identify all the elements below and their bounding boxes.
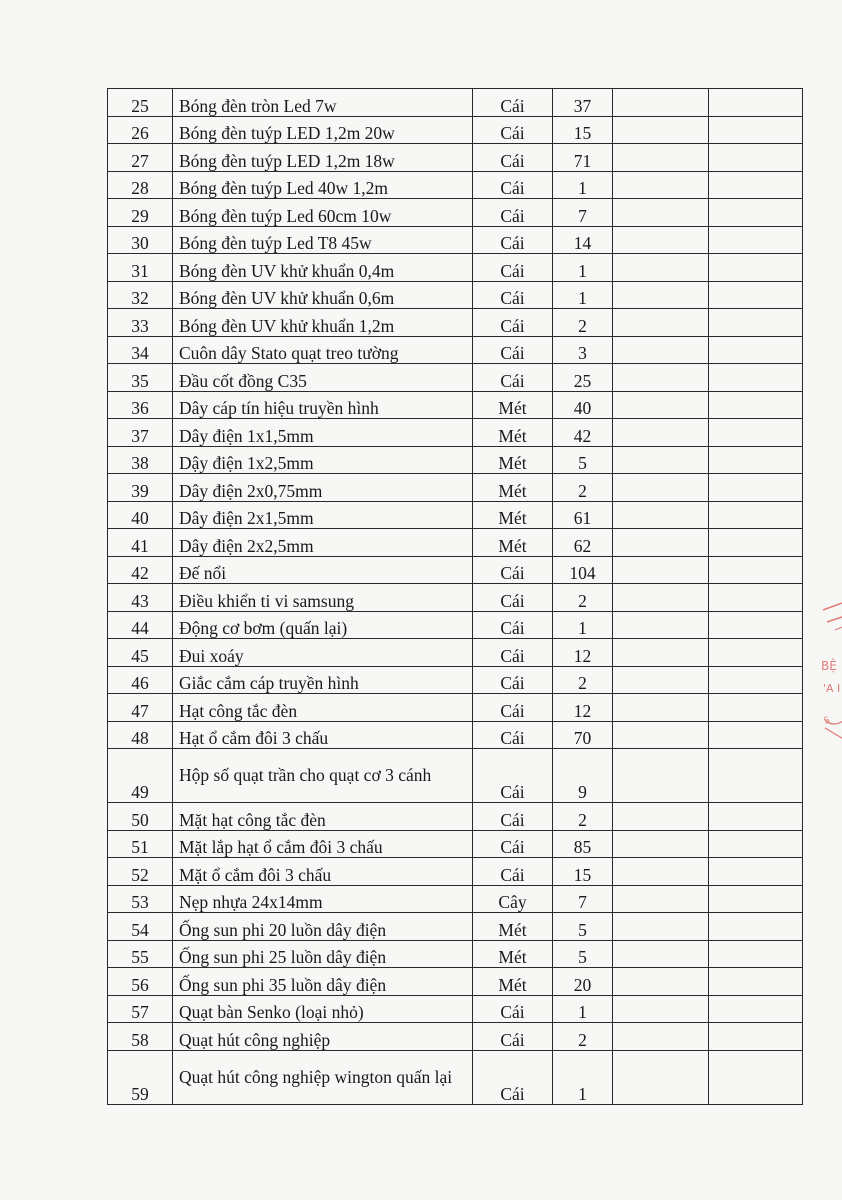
item-quantity: 2 (553, 584, 613, 612)
empty-cell (613, 694, 709, 722)
empty-cell (709, 830, 803, 858)
empty-cell (613, 803, 709, 831)
table-row (108, 309, 803, 337)
item-quantity: 12 (553, 694, 613, 722)
item-name: Dây điện 2x2,5mm (173, 529, 473, 557)
row-number: 42 (108, 556, 173, 584)
empty-cell (613, 721, 709, 749)
empty-cell (709, 694, 803, 722)
table-row (108, 391, 803, 419)
row-number: 55 (108, 940, 173, 968)
item-name: Dậy điện 1x2,5mm (173, 446, 473, 474)
empty-cell (613, 940, 709, 968)
item-name: Mặt hạt công tắc đèn (173, 803, 473, 831)
empty-cell (709, 611, 803, 639)
empty-cell (613, 968, 709, 996)
item-unit: Cái (473, 89, 553, 117)
table-row (108, 199, 803, 227)
item-unit: Cái (473, 803, 553, 831)
row-number: 47 (108, 694, 173, 722)
row-number: 44 (108, 611, 173, 639)
item-name: Giắc cắm cáp truyền hình (173, 666, 473, 694)
item-quantity: 3 (553, 336, 613, 364)
item-unit: Cái (473, 364, 553, 392)
item-unit: Cái (473, 858, 553, 886)
table-row (108, 144, 803, 172)
item-name: Quạt hút công nghiệp wington quấn lại (173, 1050, 473, 1104)
empty-cell (709, 309, 803, 337)
item-name: Bóng đèn UV khử khuẩn 1,2m (173, 309, 473, 337)
inventory-table-body (108, 89, 803, 1105)
table-row (108, 885, 803, 913)
table-row (108, 281, 803, 309)
table-row (108, 830, 803, 858)
row-number: 49 (108, 749, 173, 803)
item-unit: Mét (473, 968, 553, 996)
item-quantity: 9 (553, 749, 613, 803)
item-unit: Cái (473, 336, 553, 364)
table-row (108, 749, 803, 803)
item-unit: Mét (473, 391, 553, 419)
table-row (108, 254, 803, 282)
item-name: Ống sun phi 25 luồn dây điện (173, 940, 473, 968)
item-name: Dây điện 2x0,75mm (173, 474, 473, 502)
empty-cell (613, 226, 709, 254)
empty-cell (709, 116, 803, 144)
item-quantity: 1 (553, 995, 613, 1023)
empty-cell (709, 391, 803, 419)
item-name: Điều khiển ti vi samsung (173, 584, 473, 612)
svg-text:'A I: 'A I (823, 682, 841, 695)
item-quantity: 7 (553, 199, 613, 227)
item-quantity: 2 (553, 474, 613, 502)
item-unit: Cái (473, 1050, 553, 1104)
item-unit: Cái (473, 694, 553, 722)
empty-cell (613, 639, 709, 667)
empty-cell (709, 940, 803, 968)
item-unit: Cái (473, 199, 553, 227)
row-number: 29 (108, 199, 173, 227)
row-number: 32 (108, 281, 173, 309)
item-quantity: 37 (553, 89, 613, 117)
item-quantity: 70 (553, 721, 613, 749)
item-quantity: 1 (553, 281, 613, 309)
item-unit: Cái (473, 281, 553, 309)
empty-cell (613, 885, 709, 913)
table-row (108, 858, 803, 886)
item-quantity: 2 (553, 803, 613, 831)
item-name: Dây điện 2x1,5mm (173, 501, 473, 529)
item-unit: Cái (473, 309, 553, 337)
row-number: 37 (108, 419, 173, 447)
table-row (108, 803, 803, 831)
empty-cell (613, 858, 709, 886)
row-number: 28 (108, 171, 173, 199)
empty-cell (613, 529, 709, 557)
empty-cell (613, 584, 709, 612)
row-number: 33 (108, 309, 173, 337)
empty-cell (613, 116, 709, 144)
table-row (108, 89, 803, 117)
table-row (108, 1023, 803, 1051)
item-unit: Cái (473, 584, 553, 612)
empty-cell (709, 419, 803, 447)
item-unit: Cái (473, 666, 553, 694)
item-unit: Cái (473, 171, 553, 199)
table-row (108, 1050, 803, 1104)
empty-cell (613, 666, 709, 694)
table-row (108, 226, 803, 254)
row-number: 46 (108, 666, 173, 694)
item-name: Quạt bàn Senko (loại nhỏ) (173, 995, 473, 1023)
table-row (108, 694, 803, 722)
item-quantity: 20 (553, 968, 613, 996)
empty-cell (709, 501, 803, 529)
item-quantity: 1 (553, 1050, 613, 1104)
table-row (108, 666, 803, 694)
item-name: Động cơ bơm (quấn lại) (173, 611, 473, 639)
empty-cell (709, 749, 803, 803)
row-number: 52 (108, 858, 173, 886)
item-name: Đầu cốt đồng C35 (173, 364, 473, 392)
empty-cell (709, 639, 803, 667)
table-row (108, 556, 803, 584)
item-name: Bóng đèn tuýp Led 40w 1,2m (173, 171, 473, 199)
empty-cell (613, 171, 709, 199)
item-unit: Cái (473, 254, 553, 282)
item-quantity: 61 (553, 501, 613, 529)
item-unit: Cái (473, 556, 553, 584)
empty-cell (709, 336, 803, 364)
empty-cell (613, 89, 709, 117)
item-unit: Mét (473, 940, 553, 968)
table-row (108, 721, 803, 749)
item-unit: Mét (473, 474, 553, 502)
empty-cell (709, 89, 803, 117)
empty-cell (613, 1023, 709, 1051)
empty-cell (709, 171, 803, 199)
item-unit: Cái (473, 639, 553, 667)
item-name: Bóng đèn tuýp LED 1,2m 20w (173, 116, 473, 144)
item-name: Bóng đèn tròn Led 7w (173, 89, 473, 117)
row-number: 57 (108, 995, 173, 1023)
item-unit: Cái (473, 749, 553, 803)
item-name: Bóng đèn tuýp Led T8 45w (173, 226, 473, 254)
item-unit: Mét (473, 529, 553, 557)
empty-cell (709, 364, 803, 392)
item-name: Dây cáp tín hiệu truyền hình (173, 391, 473, 419)
item-quantity: 40 (553, 391, 613, 419)
empty-cell (613, 281, 709, 309)
empty-cell (709, 529, 803, 557)
item-unit: Cái (473, 995, 553, 1023)
row-number: 26 (108, 116, 173, 144)
item-name: Đế nổi (173, 556, 473, 584)
table-row (108, 501, 803, 529)
row-number: 45 (108, 639, 173, 667)
inventory-table (107, 88, 803, 1105)
item-quantity: 1 (553, 171, 613, 199)
item-unit: Cái (473, 144, 553, 172)
table-row (108, 336, 803, 364)
empty-cell (709, 144, 803, 172)
row-number: 59 (108, 1050, 173, 1104)
item-unit: Cái (473, 226, 553, 254)
svg-text:S: S (822, 715, 832, 727)
empty-cell (613, 199, 709, 227)
item-quantity: 1 (553, 611, 613, 639)
item-quantity: 2 (553, 666, 613, 694)
item-quantity: 2 (553, 1023, 613, 1051)
empty-cell (613, 391, 709, 419)
empty-cell (613, 446, 709, 474)
item-name: Bóng đèn UV khử khuẩn 0,6m (173, 281, 473, 309)
red-stamp-fragment (805, 600, 842, 760)
row-number: 51 (108, 830, 173, 858)
table-row (108, 995, 803, 1023)
empty-cell (709, 226, 803, 254)
empty-cell (613, 364, 709, 392)
item-quantity: 5 (553, 913, 613, 941)
item-quantity: 71 (553, 144, 613, 172)
empty-cell (709, 556, 803, 584)
row-number: 56 (108, 968, 173, 996)
empty-cell (613, 336, 709, 364)
row-number: 35 (108, 364, 173, 392)
row-number: 58 (108, 1023, 173, 1051)
item-unit: Mét (473, 446, 553, 474)
table-row (108, 446, 803, 474)
row-number: 25 (108, 89, 173, 117)
empty-cell (709, 1023, 803, 1051)
empty-cell (709, 199, 803, 227)
row-number: 38 (108, 446, 173, 474)
item-quantity: 5 (553, 446, 613, 474)
empty-cell (709, 474, 803, 502)
table-row (108, 940, 803, 968)
item-unit: Mét (473, 419, 553, 447)
item-name: Nẹp nhựa 24x14mm (173, 885, 473, 913)
item-unit: Cái (473, 830, 553, 858)
item-unit: Cái (473, 116, 553, 144)
row-number: 40 (108, 501, 173, 529)
item-quantity: 25 (553, 364, 613, 392)
table-row (108, 611, 803, 639)
empty-cell (613, 309, 709, 337)
row-number: 54 (108, 913, 173, 941)
item-name: Mặt ổ cắm đôi 3 chấu (173, 858, 473, 886)
item-quantity: 2 (553, 309, 613, 337)
empty-cell (613, 254, 709, 282)
item-quantity: 62 (553, 529, 613, 557)
table-row (108, 419, 803, 447)
empty-cell (709, 803, 803, 831)
item-name: Bóng đèn tuýp LED 1,2m 18w (173, 144, 473, 172)
empty-cell (613, 913, 709, 941)
item-name: Bóng đèn UV khử khuẩn 0,4m (173, 254, 473, 282)
empty-cell (709, 1050, 803, 1104)
item-name: Đui xoáy (173, 639, 473, 667)
row-number: 50 (108, 803, 173, 831)
table-row (108, 474, 803, 502)
item-name: Hộp số quạt trần cho quạt cơ 3 cánh (173, 749, 473, 803)
item-unit: Mét (473, 501, 553, 529)
item-quantity: 85 (553, 830, 613, 858)
empty-cell (613, 474, 709, 502)
item-unit: Cái (473, 1023, 553, 1051)
item-name: Ống sun phi 35 luồn dây điện (173, 968, 473, 996)
empty-cell (709, 281, 803, 309)
empty-cell (709, 913, 803, 941)
empty-cell (613, 501, 709, 529)
empty-cell (709, 666, 803, 694)
empty-cell (709, 446, 803, 474)
empty-cell (709, 254, 803, 282)
row-number: 48 (108, 721, 173, 749)
item-name: Mặt lắp hạt ổ cắm đôi 3 chấu (173, 830, 473, 858)
row-number: 30 (108, 226, 173, 254)
item-quantity: 12 (553, 639, 613, 667)
empty-cell (613, 749, 709, 803)
item-name: Hạt ổ cắm đôi 3 chấu (173, 721, 473, 749)
table-row (108, 529, 803, 557)
item-name: Bóng đèn tuýp Led 60cm 10w (173, 199, 473, 227)
item-quantity: 5 (553, 940, 613, 968)
table-row (108, 584, 803, 612)
empty-cell (709, 721, 803, 749)
empty-cell (613, 611, 709, 639)
item-quantity: 104 (553, 556, 613, 584)
table-row (108, 171, 803, 199)
table-row (108, 968, 803, 996)
item-unit: Mét (473, 913, 553, 941)
table-row (108, 364, 803, 392)
empty-cell (709, 995, 803, 1023)
row-number: 43 (108, 584, 173, 612)
empty-cell (613, 419, 709, 447)
empty-cell (709, 858, 803, 886)
table-row (108, 913, 803, 941)
row-number: 41 (108, 529, 173, 557)
item-quantity: 15 (553, 858, 613, 886)
row-number: 53 (108, 885, 173, 913)
empty-cell (613, 995, 709, 1023)
item-name: Dây điện 1x1,5mm (173, 419, 473, 447)
empty-cell (613, 830, 709, 858)
empty-cell (709, 885, 803, 913)
item-name: Cuôn dây Stato quạt treo tường (173, 336, 473, 364)
row-number: 27 (108, 144, 173, 172)
row-number: 39 (108, 474, 173, 502)
empty-cell (613, 556, 709, 584)
item-name: Hạt công tắc đèn (173, 694, 473, 722)
item-quantity: 1 (553, 254, 613, 282)
item-quantity: 42 (553, 419, 613, 447)
empty-cell (613, 144, 709, 172)
row-number: 34 (108, 336, 173, 364)
table-row (108, 116, 803, 144)
row-number: 36 (108, 391, 173, 419)
item-quantity: 7 (553, 885, 613, 913)
item-quantity: 15 (553, 116, 613, 144)
item-quantity: 14 (553, 226, 613, 254)
item-unit: Cái (473, 611, 553, 639)
empty-cell (709, 968, 803, 996)
empty-cell (613, 1050, 709, 1104)
item-unit: Cái (473, 721, 553, 749)
table-row (108, 639, 803, 667)
item-name: Ống sun phi 20 luồn dây điện (173, 913, 473, 941)
item-name: Quạt hút công nghiệp (173, 1023, 473, 1051)
row-number: 31 (108, 254, 173, 282)
item-unit: Cây (473, 885, 553, 913)
empty-cell (709, 584, 803, 612)
svg-text:BỆ: BỆ (821, 659, 837, 673)
